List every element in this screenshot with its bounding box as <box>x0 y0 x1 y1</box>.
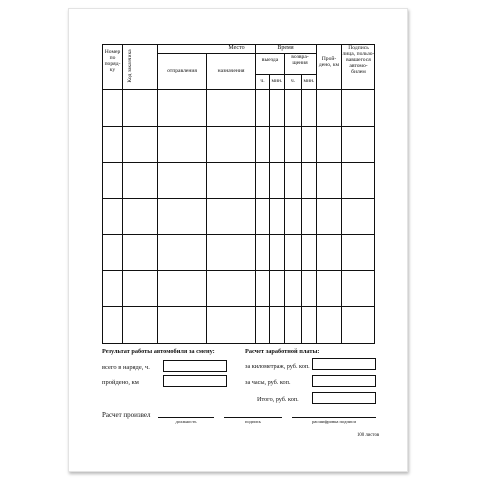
decoding-caption: расшифровка подписи <box>312 419 356 424</box>
header-distance: Прой- дено, км <box>318 56 340 68</box>
per-hour-label: за часы, руб. коп. <box>245 379 291 386</box>
header-exit-hours: ч. <box>260 78 265 84</box>
signature-line[interactable] <box>224 417 282 418</box>
per-hour-field[interactable] <box>312 375 376 387</box>
header-exit: выезда <box>261 57 279 63</box>
results-title: Результат работы автомобиля за смену: <box>102 348 215 355</box>
signature-caption: подпись <box>244 419 261 424</box>
total-label: Итого, руб. коп. <box>257 396 299 403</box>
position-line[interactable] <box>158 417 214 418</box>
table-grid <box>102 44 375 344</box>
km-label: пройдено, км <box>102 379 139 386</box>
header-exit-minutes: мин. <box>271 78 283 84</box>
km-field[interactable] <box>163 375 227 387</box>
header-return-hours: ч. <box>290 78 296 84</box>
decoding-line[interactable] <box>292 417 376 418</box>
total-field[interactable] <box>312 392 376 404</box>
header-signature: Подпись лица, пользо- вавшегося автомо- билем <box>342 45 375 75</box>
sheets-count: 100 листов <box>357 433 380 438</box>
position-caption: должность <box>175 419 197 424</box>
header-departure: отправления <box>167 68 197 74</box>
salary-title: Расчет заработной платы: <box>245 348 320 355</box>
signoff-label: Расчет произвел <box>102 411 151 419</box>
header-return: возвра- щения <box>291 54 309 66</box>
header-return-minutes: мин. <box>303 78 315 84</box>
header-destination: назначения <box>217 68 245 74</box>
trip-table <box>102 44 375 344</box>
per-km-field[interactable] <box>312 358 376 370</box>
per-km-label: за километраж, руб. коп. <box>245 363 310 370</box>
header-time: Время <box>277 45 294 51</box>
header-client-code: Код заказчика <box>127 49 133 83</box>
hours-field[interactable] <box>163 360 227 372</box>
hours-label: всего в наряде, ч. <box>102 364 150 371</box>
header-number: Номер по поряд- ку <box>104 49 121 73</box>
header-place: Место <box>228 45 245 51</box>
